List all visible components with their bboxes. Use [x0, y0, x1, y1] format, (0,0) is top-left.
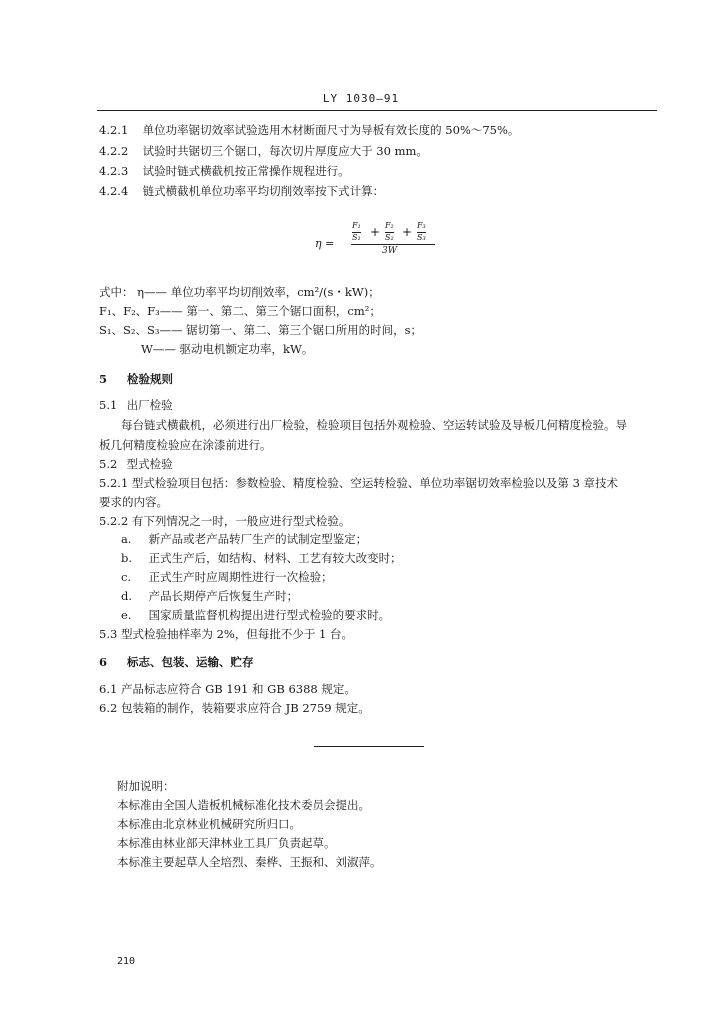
list-text: 正式生产后，如结构、材料、工艺有较大改变时； — [148, 551, 402, 565]
section-title: 标志、包装、运输、贮存 — [127, 655, 254, 669]
definition-f: F₁、F₂、F₃—— 第一、第二、第三个锯口面积，cm²； — [99, 304, 381, 318]
note-line: 本标准主要起草人全培烈、秦桦、王振和、刘淑萍。 — [117, 855, 382, 869]
section-number: 6 — [99, 655, 108, 669]
clause-4-2-3 — [99, 166, 350, 178]
list-marker: e. — [121, 608, 132, 622]
plus-sign: + — [370, 225, 381, 239]
fraction-f1 — [352, 222, 361, 243]
list-text: 国家质量监督机构提出进行型式检验的要求时。 — [148, 608, 391, 622]
clause-text: 试验时共锯切三个锯口，每次切片厚度应大于 30 mm。 — [142, 144, 428, 158]
list-text: 新产品或老产品转厂生产的试制定型鉴定； — [148, 532, 368, 546]
clause-number: 4.2.2 — [99, 144, 129, 158]
clause-number: 4.2.4 — [99, 184, 129, 198]
formula-lhs: η = — [315, 237, 335, 250]
fraction-f2 — [385, 222, 394, 243]
list-text: 正式生产时应周期性进行一次检验； — [148, 570, 333, 584]
clause-5-2-1-line-2: 要求的内容。 — [99, 495, 168, 509]
list-item-c — [121, 572, 333, 584]
definition-eta: 式中： η—— 单位功率平均切削效率，cm²/(s・kW)； — [99, 285, 380, 299]
paragraph-5-1-line-1: 每台链式横截机，必须进行出厂检验，检验项目包括外观检验、空运转试验及导板几何精度检验。导 — [121, 418, 627, 432]
clause-text: 试验时链式横截机按正常操作规程进行。 — [142, 164, 350, 178]
clause-text: 链式横截机单位功率平均切削效率按下式计算： — [142, 184, 385, 198]
section-6-heading — [99, 657, 254, 669]
page-number: 210 — [117, 956, 136, 967]
clause-5-2-1-line-1: 5.2.1 型式检验项目包括：参数检验、精度检验、空运转检验、单位功率锯切效率检验以及第 3 章技术 — [99, 476, 619, 490]
definition-w: W—— 驱动电机额定功率，kW。 — [141, 342, 314, 356]
formula-denominator: 3W — [382, 246, 397, 256]
notes-title: 附加说明： — [117, 779, 175, 793]
clause-number: 5.1 — [99, 398, 118, 412]
list-text: 产品长期停产后恢复生产时； — [148, 589, 299, 603]
numerator: F₁ — [352, 221, 361, 230]
list-item-d — [121, 591, 298, 603]
header-rule — [97, 110, 657, 111]
fraction-f3 — [417, 222, 426, 243]
denominator: S₃ — [417, 232, 426, 242]
clause-5-2-2: 5.2.2 有下列情况之一时，一般应进行型式检验。 — [99, 514, 351, 528]
clause-title: 出厂检验 — [126, 398, 173, 412]
list-marker: c. — [121, 570, 132, 584]
clause-6-1: 6.1 产品标志应符合 GB 191 和 GB 6388 规定。 — [99, 682, 356, 696]
list-marker: d. — [121, 589, 133, 603]
definition-s: S₁、S₂、S₃—— 锯切第一、第二、第三个锯口所用的时间，s； — [99, 323, 423, 337]
clause-5-1 — [99, 400, 173, 412]
denominator: S₁ — [352, 232, 361, 242]
clause-number: 4.2.1 — [99, 123, 129, 137]
main-fraction-bar — [351, 244, 435, 245]
note-line: 本标准由全国人造板机械标准化技术委员会提出。 — [117, 798, 370, 812]
numerator: F₃ — [417, 221, 426, 230]
list-item-e — [121, 610, 390, 622]
denominator: S₂ — [385, 232, 394, 242]
section-5-heading — [99, 374, 173, 386]
section-number: 5 — [99, 372, 108, 386]
clause-number: 5.2 — [99, 457, 118, 471]
clause-text: 单位功率锯切效率试验选用木材断面尺寸为导板有效长度的 50%～75%。 — [142, 123, 520, 137]
numerator: F₂ — [385, 221, 394, 230]
clause-6-2: 6.2 包装箱的制作，装箱要求应符合 JB 2759 规定。 — [99, 701, 370, 715]
note-line: 本标准由林业部天津林业工具厂负责起草。 — [117, 836, 336, 850]
clause-number: 4.2.3 — [99, 164, 129, 178]
list-item-a — [121, 534, 367, 546]
end-separator-rule — [314, 746, 424, 747]
note-line: 本标准由北京林业机械研究所归口。 — [117, 817, 301, 831]
plus-sign: + — [402, 225, 413, 239]
clause-5-2 — [99, 459, 173, 471]
list-item-b — [121, 553, 402, 565]
list-marker: b. — [121, 551, 133, 565]
clause-title: 型式检验 — [126, 457, 173, 471]
running-header: LY 1030—91 — [322, 92, 400, 105]
clause-4-2-2 — [99, 146, 428, 158]
efficiency-formula — [315, 221, 450, 262]
list-marker: a. — [121, 532, 132, 546]
paragraph-5-1-line-2: 板几何精度检验应在涂漆前进行。 — [99, 438, 272, 452]
clause-4-2-4 — [99, 186, 384, 198]
section-title: 检验规则 — [127, 372, 174, 386]
clause-4-2-1 — [99, 125, 519, 137]
clause-5-3: 5.3 型式检验抽样率为 2%，但每批不少于 1 台。 — [99, 627, 353, 641]
